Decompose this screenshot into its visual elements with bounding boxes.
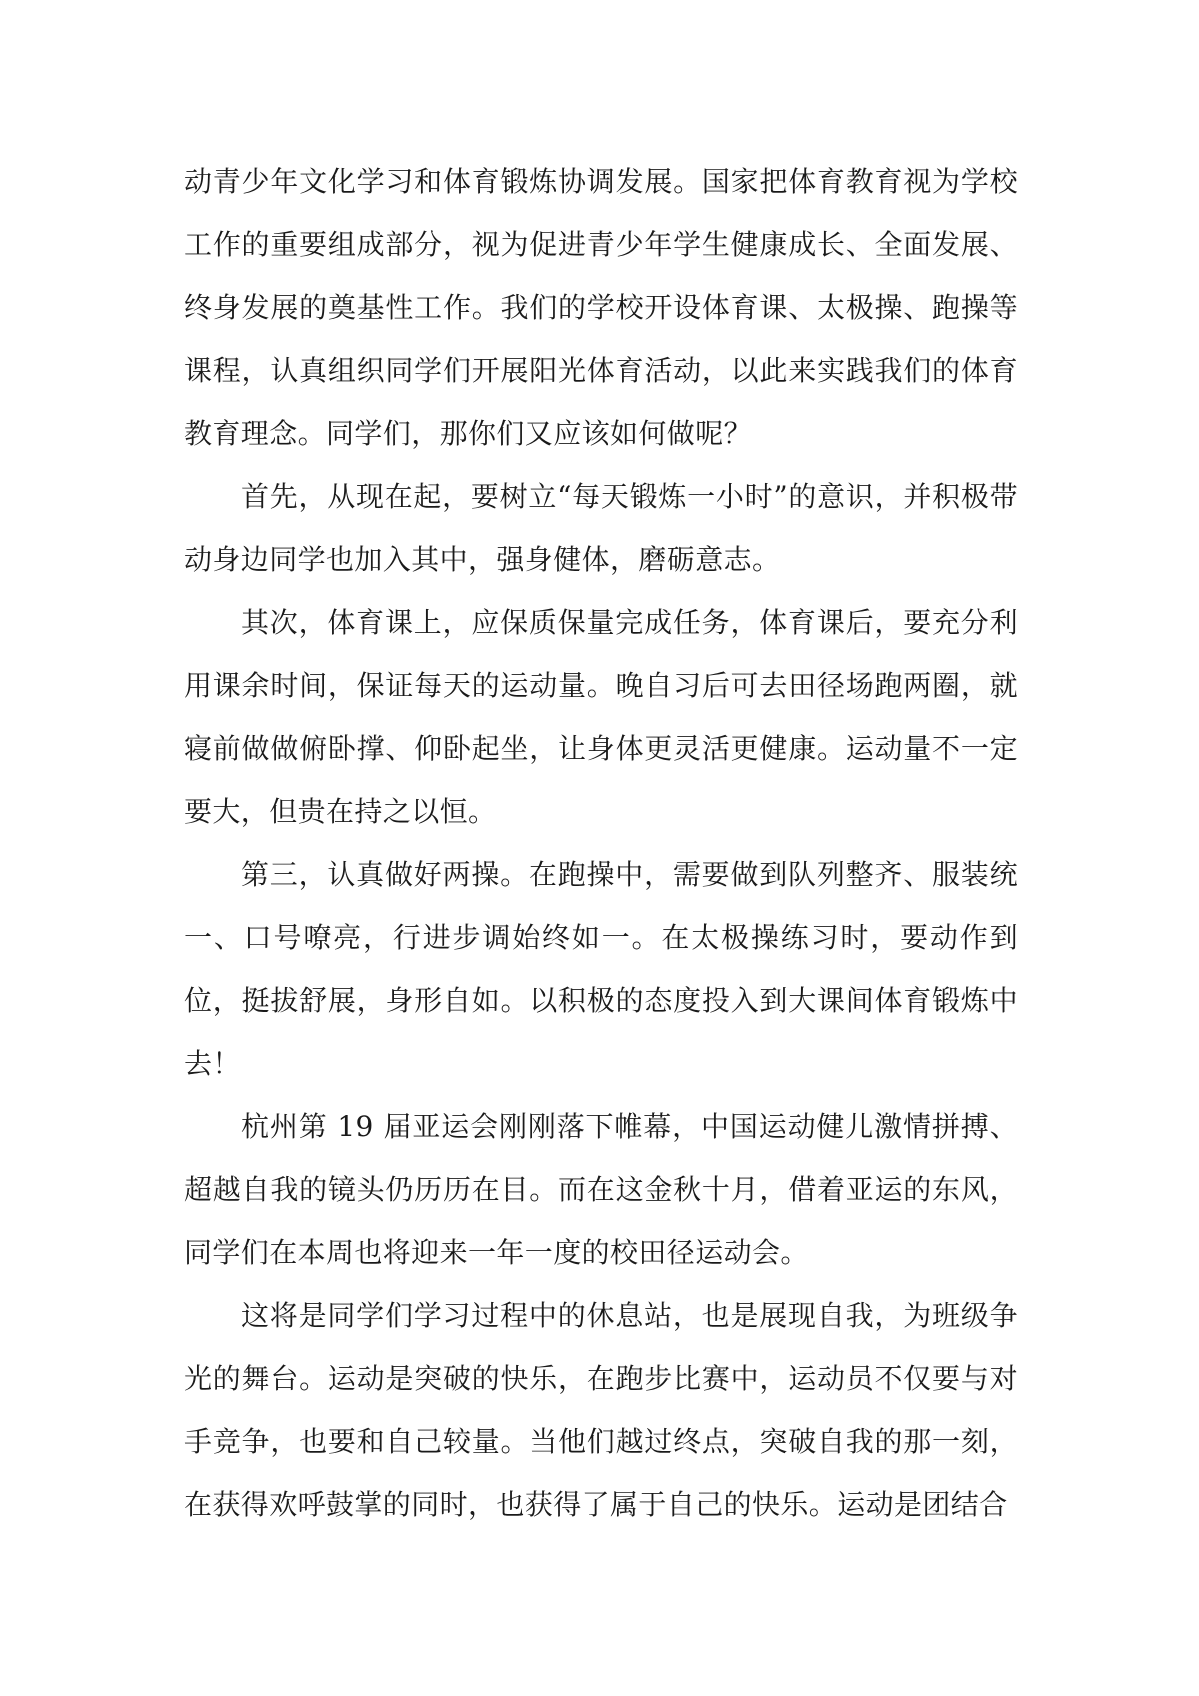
paragraph-1: 动青少年文化学习和体育锻炼协调发展。国家把体育教育视为学校工作的重要组成部分，视为促进青少年学生健康成长、全面发展、终身发展的奠基性工作。我们的学校开设体育课、太极操、跑操等课程，认真组织同学们开展阳光体育活动，以此来实践我们的体育教育理念。同学们，那你们又应该如何做呢？ bbox=[184, 165, 1018, 450]
paragraph-4: 第三，认真做好两操。在跑操中，需要做到队列整齐、服装统一、口号嘹亮，行进步调始终如一。在太极操练习时，要动作到位，挺拔舒展，身形自如。以积极的态度投入到大课间体育锻炼中去！ bbox=[184, 858, 1018, 1080]
paragraph-2: 首先，从现在起，要树立“每天锻炼一小时”的意识，并积极带动身边同学也加入其中，强身健体，磨砺意志。 bbox=[184, 480, 1018, 576]
paragraph-5: 杭州第 19 届亚运会刚刚落下帷幕，中国运动健儿激情拼搏、超越自我的镜头仍历历在目。而在这金秋十月，借着亚运的东风，同学们在本周也将迎来一年一度的校田径运动会。 bbox=[184, 1110, 1018, 1269]
paragraph-3: 其次，体育课上，应保质保量完成任务，体育课后，要充分利用课余时间，保证每天的运动量。晚自习后可去田径场跑两圈，就寝前做做俯卧撑、仰卧起坐，让身体更灵活更健康。运动量不一定要大，但贵在持之以恒。 bbox=[184, 606, 1018, 828]
document-body bbox=[184, 150, 1018, 1536]
paragraph-6: 这将是同学们学习过程中的休息站，也是展现自我，为班级争光的舞台。运动是突破的快乐，在跑步比赛中，运动员不仅要与对手竞争，也要和自己较量。当他们越过终点，突破自我的那一刻，在获得欢呼鼓掌的同时，也获得了属于自己的快乐。运动是团结合 bbox=[184, 1299, 1018, 1521]
